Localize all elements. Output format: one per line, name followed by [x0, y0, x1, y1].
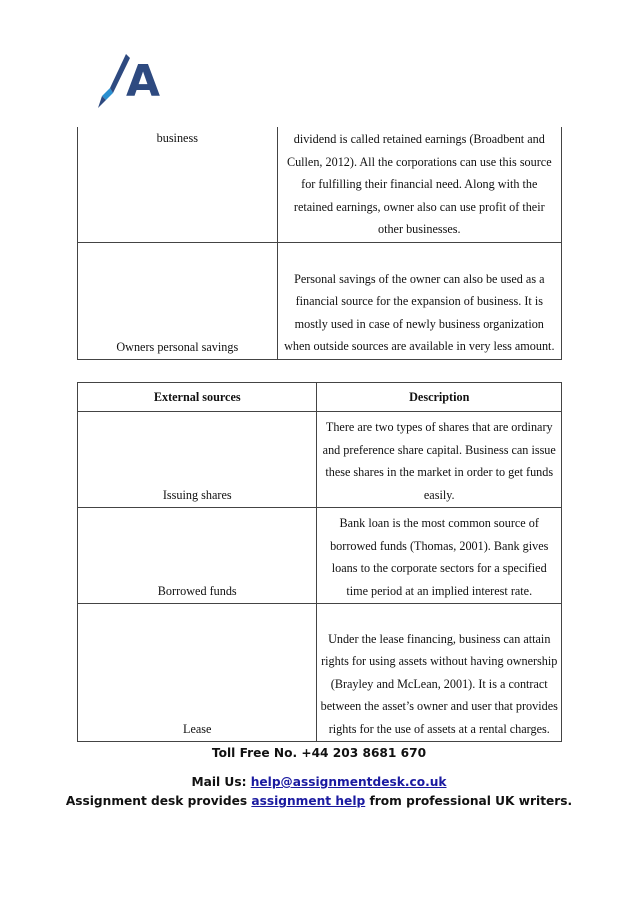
- mail-label: Mail Us:: [191, 775, 251, 789]
- description-cell: There are two types of shares that are ordinary and preference share capital. Business can issue these shares in the market in order to get funds easily.: [317, 412, 562, 508]
- description-cell: dividend is called retained earnings (Broadbent and Cullen, 2012). All the corporations can use this source for fulfilling their financial need. Along with the retained earnings, owner also can use profit of their other businesses.: [277, 127, 561, 242]
- toll-free-line: Toll Free No. +44 203 8681 670: [211, 746, 427, 760]
- source-cell: Owners personal savings: [78, 242, 278, 359]
- table-row: [78, 412, 562, 508]
- source-cell: Issuing shares: [78, 412, 317, 508]
- source-cell: Lease: [78, 604, 317, 742]
- email-link[interactable]: help@assignmentdesk.co.uk: [250, 775, 447, 789]
- table-row: [78, 242, 562, 359]
- assignment-help-link[interactable]: assignment help: [251, 794, 366, 808]
- column-header-description: Description: [317, 383, 562, 412]
- external-sources-table: [77, 382, 562, 742]
- description-cell: Bank loan is the most common source of borrowed funds (Thomas, 2001). Bank gives loans to the corporate sectors for a specified time period at an implied interest rate.: [317, 508, 562, 604]
- tagline: [0, 794, 638, 808]
- tagline-text-before: Assignment desk provides: [65, 794, 252, 808]
- description-cell: Personal savings of the owner can also be used as a financial source for the expansion of business. It is mostly used in case of newly business organization when outside sources are available in very less amount.: [277, 242, 561, 359]
- table-row: [78, 508, 562, 604]
- table-row: [78, 127, 562, 242]
- description-cell: Under the lease financing, business can attain rights for using assets without having ownership (Brayley and McLean, 2001). It is a contract between the asset’s owner and user that provides rights for the use of assets at a rental charges.: [317, 604, 562, 742]
- tagline-text-after: from professional UK writers.: [365, 794, 573, 808]
- logo-a-pencil-icon: [96, 48, 161, 114]
- logo-letter: A: [126, 56, 161, 107]
- mail-line: [0, 775, 638, 789]
- internal-sources-table-continued: [77, 127, 562, 360]
- source-cell: business: [78, 127, 278, 242]
- assignment-desk-logo: [96, 48, 161, 114]
- source-cell: Borrowed funds: [78, 508, 317, 604]
- table-header-row: [78, 383, 562, 412]
- table-row: [78, 604, 562, 742]
- column-header-source: External sources: [78, 383, 317, 412]
